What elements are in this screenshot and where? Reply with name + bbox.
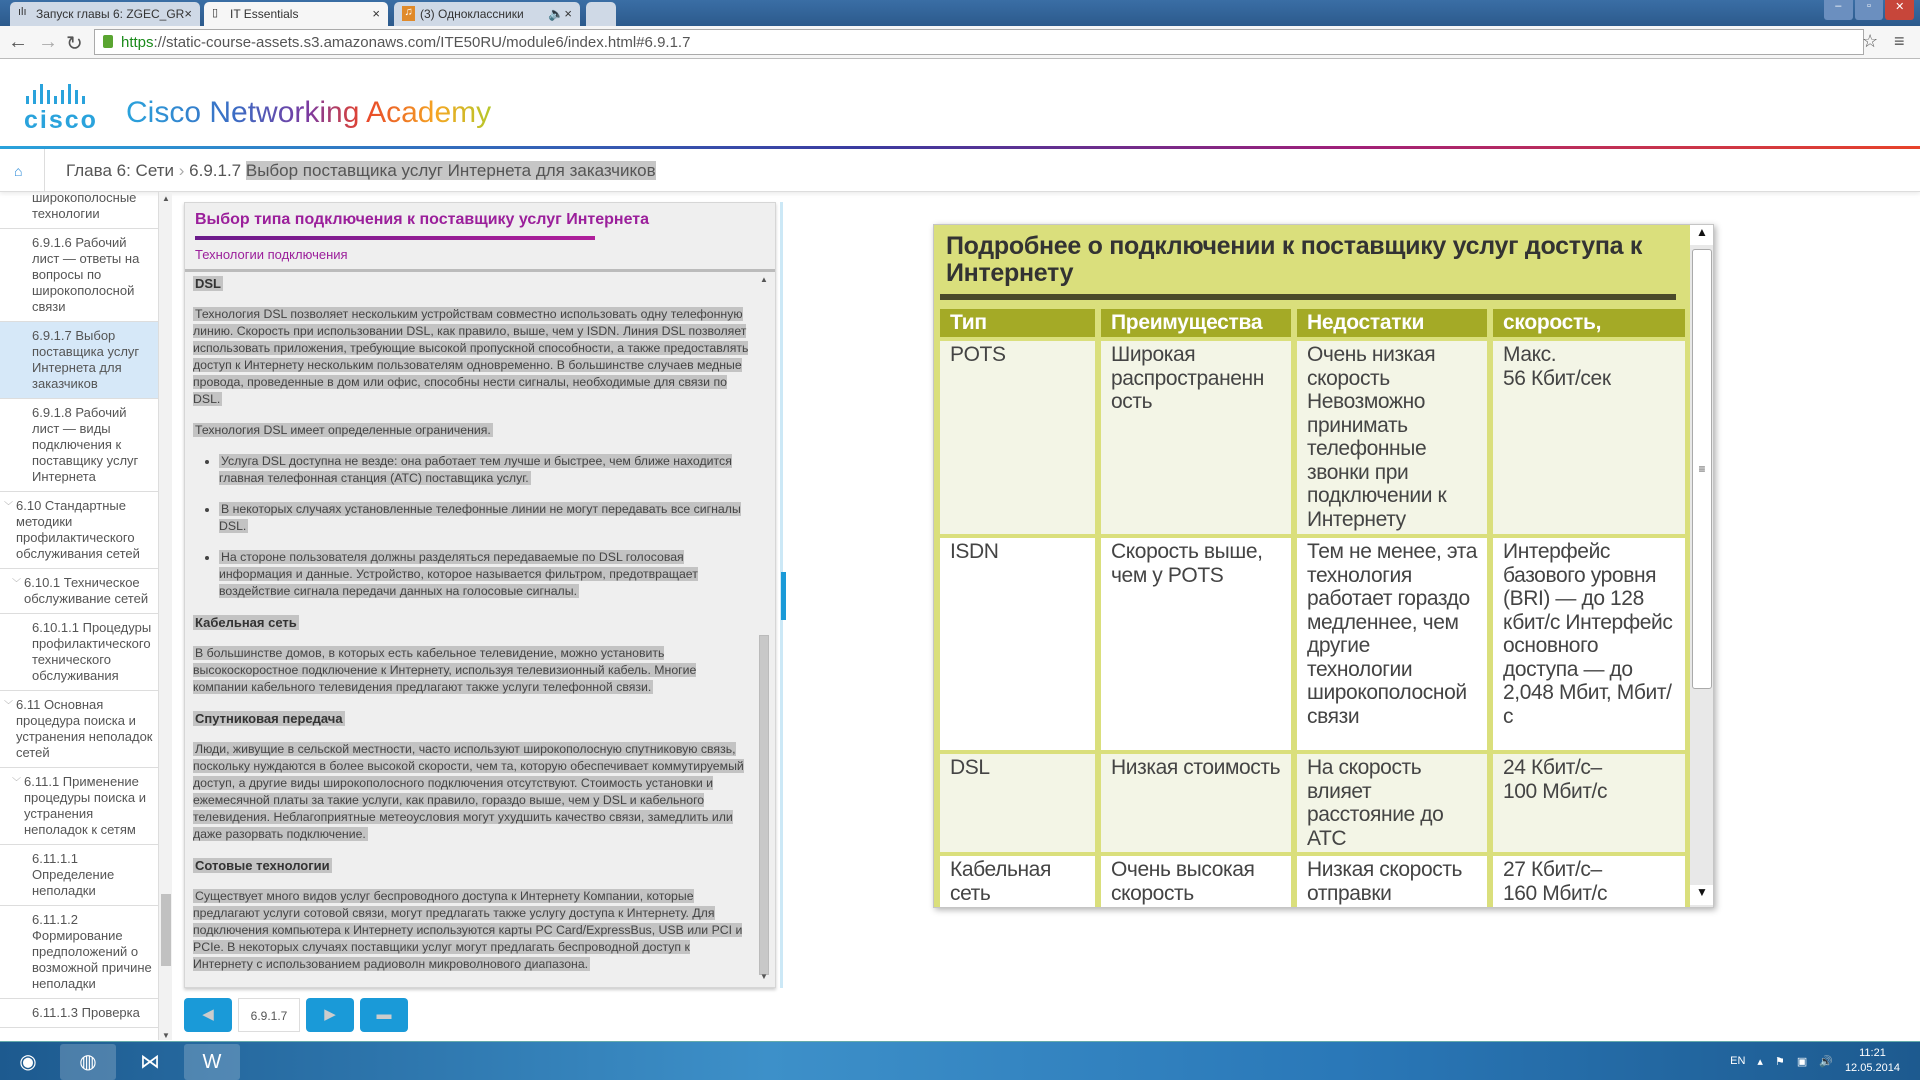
table-cell: Низкая стоимость [1101, 754, 1291, 852]
table-cell: Низкая скорость отправки [1297, 856, 1487, 908]
address-bar-row [0, 26, 1920, 59]
table-cell: Очень высокая скорость [1101, 856, 1291, 908]
table-cell: Тем не менее, эта технология работает гораздо медленнее, чем другие технологии широкополосной связи [1297, 538, 1487, 750]
paragraph: Технология DSL позволяет нескольким устройствам совместно использовать одну телефонную линию. Скорость при использовании DSL, как правило, выше, чем у ISDN. Линия DSL позволяет использовать приложения, требующие высокой пропускной способности, а также предоставлять доступ к Интернету нескольким пользователям одновременно. В большинстве случаев медные провода, проведенные в дом или офис, способны нести сигналы, необходимые для связи по DSL. [193, 307, 749, 406]
section-heading: DSL [195, 276, 221, 291]
chevron-down-icon[interactable]: ﹀ [12, 578, 22, 588]
table-cell: 24 Кбит/с– 100 Мбит/с [1493, 754, 1685, 852]
previous-page-button[interactable]: ◀ [184, 998, 232, 1032]
table-row [940, 754, 1685, 852]
home-icon[interactable]: ⌂ [14, 163, 23, 179]
section-heading: Спутниковая передача [195, 711, 343, 726]
brand-title: Cisco Networking Academy [126, 96, 492, 129]
bullet-item: • На стороне пользователя должны разделяться передаваемые по DSL голосовая информация и данные. Устройство, которое называется фильтром, предотвращает воздействие сигнала передачи данных на голосовые сигналы. [219, 549, 749, 600]
scroll-down-icon[interactable]: ▼ [1690, 885, 1714, 905]
bullet-item: • Услуга DSL доступна не везде: она работает тем лучше и быстрее, чем ближе находится главная телефонная станция (АТС) поставщика услуг. [219, 453, 749, 487]
close-tab-icon[interactable]: 🔈× [548, 6, 572, 21]
scroll-up-icon[interactable]: ▲ [162, 194, 170, 203]
breadcrumb: ⌂ Глава 6: Сети › 6.9.1.7 Выбор поставщика услуг Интернета для заказчиков [0, 149, 1920, 192]
start-button[interactable]: ◉ [19, 1051, 37, 1073]
page-icon: ▯ [212, 7, 219, 19]
show-hidden-icons[interactable]: ▴ [1757, 1055, 1763, 1068]
reload-button[interactable]: ↻ [66, 33, 83, 55]
table-cell: На скорость влияет расстояние до АТС [1297, 754, 1487, 852]
music-icon: ♫ [402, 6, 415, 21]
maximize-button[interactable]: ▫ [1855, 0, 1884, 20]
paragraph: Технология DSL имеет определенные ограничения. [195, 423, 491, 437]
sidebar-item[interactable]: 6.11.1.1 Определение неполадки [0, 845, 158, 906]
language-indicator[interactable]: EN [1730, 1055, 1746, 1067]
sidebar-item[interactable]: 6.9.1.7 Выбор поставщика услуг Интернета для заказчиков [0, 322, 158, 399]
chevron-down-icon[interactable]: ﹀ [12, 777, 22, 787]
menu-icon[interactable]: ≡ [1894, 31, 1905, 51]
cisco-bars-icon [26, 82, 98, 104]
paragraph: Существует много видов услуг беспроводного доступа к Интернету Компании, которые предлагают услуги сотовой связи, могут предлагать также услугу доступа к Интернету. Для подключения компьютера к Интернету используются карты PC Card/ExpressBus, USB или PCI и PCIe. В некоторых случаях поставщики услуг могут предлагать беспроводной доступ к Интернету с использованием радиоволн микроволнового диапазона. [193, 889, 743, 971]
scroll-thumb[interactable]: ≡ [1692, 249, 1712, 689]
isp-comparison-table [934, 305, 1691, 908]
close-tab-icon[interactable]: × [372, 6, 380, 21]
taskbar [0, 1041, 1920, 1080]
table-cell: Широкая распространенн ость [1101, 341, 1291, 534]
table-cell: Скорость выше, чем у POTS [1101, 538, 1291, 750]
table-cell: DSL [940, 754, 1095, 852]
section-heading: Кабельная сеть [195, 615, 297, 630]
bullet-item: • В некоторых случаях установленные телефонные линии не могут передавать все сигналы DSL. [219, 501, 749, 535]
tab-odnoklassniki[interactable]: ♫ (3) Одноклассники 🔈× [394, 2, 580, 26]
volume-icon[interactable]: 🔊 [1819, 1055, 1833, 1068]
scroll-down-icon[interactable]: ▼ [162, 1031, 170, 1040]
bookmark-star-icon[interactable]: ☆ [1862, 31, 1879, 51]
chevron-down-icon[interactable]: ﹀ [4, 700, 14, 710]
content-scrollbar[interactable] [757, 275, 771, 981]
table-row [940, 341, 1685, 534]
system-tray [1730, 1046, 1900, 1076]
breadcrumb-chapter[interactable]: Глава 6: Сети [66, 161, 174, 180]
column-header: скорость, [1493, 309, 1685, 337]
visual-studio-taskbar-icon[interactable]: ⋈ [140, 1051, 160, 1073]
table-cell: POTS [940, 341, 1095, 534]
sidebar-toc [0, 192, 158, 1040]
paragraph: Люди, живущие в сельской местности, часто используют широкополосную спутниковую связь, поскольку нуждаются в более высокой скорости, чем та, которую обеспечивает коммутируемый доступ, а другие виды широкополосного подключения отсутствуют. Стоимость установки и ежемесячной платы за такие услуги, как правило, гораздо выше, чем у DSL и кабельного телевидения. Неблагоприятные метеоусловия могут ухудшить качество связи, замедлить или даже разорвать подключение. [193, 742, 744, 841]
sidebar-item[interactable]: 6.11.1.2 Формирование предположений о возможной причине неполадки [0, 906, 158, 999]
clock[interactable]: 11:21 12.05.2014 [1844, 1047, 1900, 1074]
url-input[interactable]: https://static-course-assets.s3.amazonaws.com/ITE50RU/module6/index.html#6.9.1.7 [94, 29, 1864, 55]
content-subtitle: Технологии подключения [195, 247, 348, 262]
column-header: Недостатки [1297, 309, 1487, 337]
popup-title: Подробнее о подключении к поставщику услуг доступа к Интернету [946, 232, 1643, 287]
scroll-thumb[interactable] [759, 635, 769, 975]
new-tab-button[interactable] [586, 2, 616, 26]
chevron-down-icon[interactable]: ﹀ [4, 501, 14, 511]
scroll-down-icon[interactable]: ▼ [760, 972, 768, 981]
network-icon[interactable]: ▣ [1796, 1055, 1808, 1068]
flag-icon[interactable]: ⚑ [1774, 1055, 1785, 1068]
sidebar-item[interactable]: ﹀ 6.11.1 Применение процедуры поиска и устранения неполадок к сетям [0, 768, 158, 845]
table-cell: Кабельная сеть [940, 856, 1095, 908]
window-controls [1824, 0, 1914, 20]
back-button[interactable]: ← [8, 31, 28, 53]
minimize-button[interactable]: – [1824, 0, 1853, 20]
sidebar-item[interactable]: широкополосные технологии [0, 192, 158, 229]
next-page-button[interactable]: ▶ [306, 998, 354, 1032]
content-panel [184, 202, 776, 988]
word-taskbar-icon[interactable]: W [184, 1044, 240, 1080]
section-heading: Сотовые технологии [195, 858, 330, 873]
table-cell: Очень низкая скорость Невозможно принимать телефонные звонки при подключении к Интернету [1297, 341, 1487, 534]
forward-button[interactable]: → [38, 31, 58, 53]
column-header: Тип [940, 309, 1095, 337]
column-header: Преимущества [1101, 309, 1291, 337]
table-cell: Макс. 56 Кбит/сек [1493, 341, 1685, 534]
page-navigation [184, 998, 408, 1032]
title-underline [195, 236, 595, 240]
sidebar-item[interactable]: 6.11.1.3 Проверка [0, 999, 158, 1028]
table-row [940, 538, 1685, 750]
scroll-up-icon[interactable]: ▲ [1690, 225, 1714, 245]
info-popup [933, 224, 1714, 908]
content-text [193, 275, 749, 981]
sidebar-item[interactable]: 6.9.1.6 Рабочий лист — ответы на вопросы по широкополосной связи [0, 229, 158, 322]
close-tab-icon[interactable]: × [184, 6, 192, 21]
table-cell: ISDN [940, 538, 1095, 750]
cisco-logo[interactable]: cisco [24, 82, 98, 135]
sidebar-item[interactable]: ﹀ 6.11 Основная процедура поиска и устранения неполадок сетей [0, 691, 158, 768]
lock-icon [103, 35, 113, 48]
sidebar-item[interactable]: 6.10.1.1 Процедуры профилактического технического обслуживания [0, 614, 158, 691]
sidebar-item[interactable]: 6.9.1.8 Рабочий лист — виды подключения к поставщику услуг Интернета [0, 399, 158, 492]
scroll-thumb[interactable] [161, 894, 171, 966]
table-cell: 27 Кбит/с– 160 Мбит/с [1493, 856, 1685, 908]
tab-cisco-launch[interactable]: ılı Запуск главы 6: ZGEC_GR × [10, 2, 200, 26]
content-title: Выбор типа подключения к поставщику услуг Интернета [195, 211, 649, 228]
sidebar-item[interactable]: ﹀ 6.10.1 Техническое обслуживание сетей [0, 569, 158, 614]
media-button[interactable]: ▬ [360, 998, 408, 1032]
chrome-taskbar-icon[interactable]: ◍ [60, 1044, 116, 1080]
tab-it-essentials[interactable]: ▯ IT Essentials × [204, 2, 388, 26]
paragraph: В большинстве домов, в которых есть кабельное телевидение, можно установить высокоскоростное подключение к Интернету, используя телевизионный кабель. Многие компании кабельного телевидения предлагают также услуги телефонной связи. [193, 646, 697, 694]
sidebar-item[interactable]: ﹀ 6.10 Стандартные методики профилактического обслуживания сетей [0, 492, 158, 569]
scroll-up-icon[interactable]: ▲ [760, 275, 768, 284]
breadcrumb-current: Выбор поставщика услуг Интернета для заказчиков [245, 161, 656, 180]
browser-tab-bar [0, 0, 1920, 26]
close-window-button[interactable]: ✕ [1885, 0, 1914, 20]
cisco-icon: ılı [18, 6, 27, 18]
table-row [940, 856, 1685, 908]
sidebar-scrollbar[interactable] [158, 192, 172, 1040]
page-number: 6.9.1.7 [238, 998, 300, 1032]
popup-scrollbar[interactable] [1690, 225, 1714, 908]
panel-resize-handle[interactable] [781, 572, 786, 620]
table-cell: Интерфейс базового уровня (BRI) — до 128 кбит/с Интерфейс основного доступа — до 2,048 Мбит, Мбит/с [1493, 538, 1685, 750]
